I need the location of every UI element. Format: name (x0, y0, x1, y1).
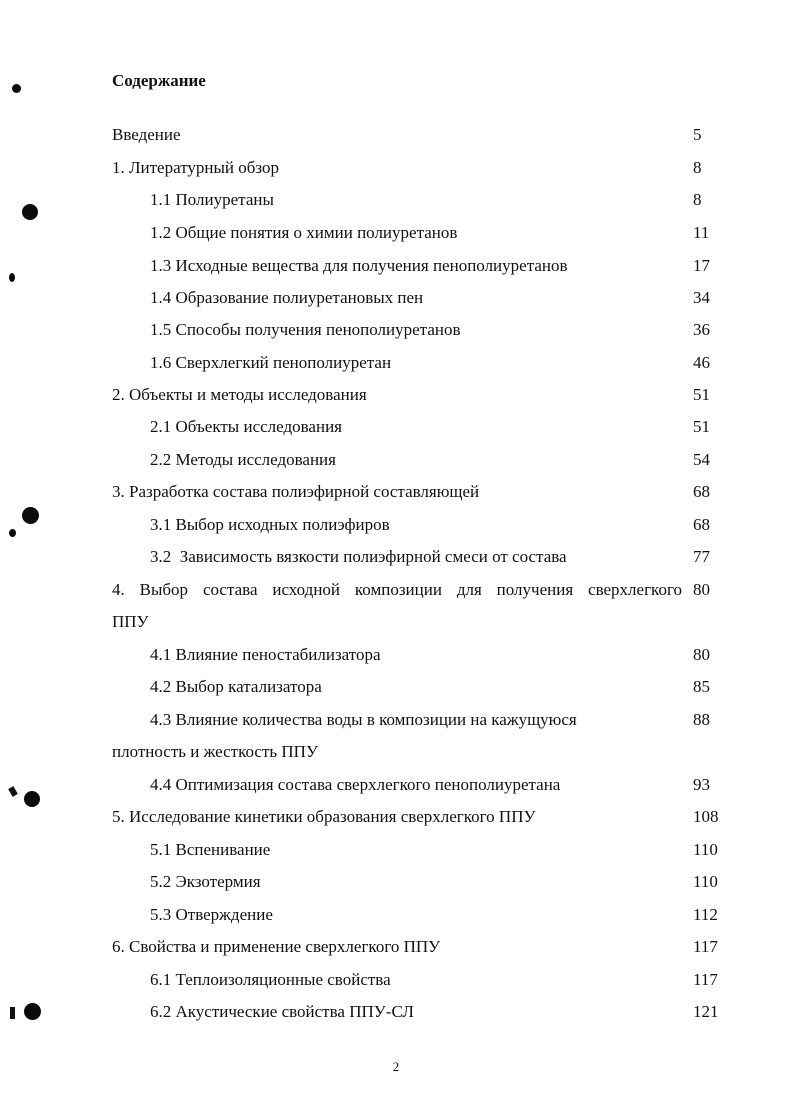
toc-entry: 4.1 Влияние пеностабилизатора (150, 645, 381, 664)
toc-page-number: 34 (693, 288, 710, 307)
toc-page-number: 46 (693, 353, 710, 372)
toc-page-number: 93 (693, 775, 710, 794)
toc-page-number: 112 (693, 905, 718, 924)
toc-entry: 2.2 Методы исследования (150, 450, 336, 469)
toc-entry: 1.4 Образование полиуретановых пен (150, 288, 424, 307)
toc-entry: Введение (112, 125, 181, 144)
binder-hole-5 (9, 529, 16, 537)
toc-page-number: 80 (693, 645, 710, 664)
toc-page-number: 17 (693, 256, 710, 275)
toc-entry: 4.2 Выбор катализатора (150, 677, 322, 696)
page-title: Содержание (112, 71, 206, 90)
toc-page-number: 110 (693, 872, 718, 891)
toc-entry: 6.1 Теплоизоляционные свойства (150, 970, 391, 989)
toc-entry: 6.2 Акустические свойства ППУ-СЛ (150, 1002, 414, 1021)
toc-page-number: 110 (693, 840, 718, 859)
toc-page-number: 51 (693, 385, 710, 404)
toc-entry: 5.2 Экзотермия (150, 872, 261, 891)
toc-entry: 4. Выбор состава исходной композиции для получения сверхлегкого (112, 580, 682, 599)
binder-hole-1 (12, 84, 21, 93)
binder-hole-7 (24, 1003, 41, 1020)
toc-entry: 4.4 Оптимизация состава сверхлегкого пенополиуретана (150, 775, 561, 794)
toc-entry: 3.1 Выбор исходных полиэфиров (150, 515, 390, 534)
toc-entry: 1.2 Общие понятия о химии полиуретанов (150, 223, 458, 242)
toc-page-number: 85 (693, 677, 710, 696)
toc-entry: 5.3 Отверждение (150, 905, 273, 924)
toc-entry: 4.3 Влияние количества воды в композиции на кажущуюся (150, 710, 577, 729)
binder-mark-2 (10, 1007, 15, 1019)
binder-hole-2 (22, 204, 38, 220)
toc-entry-continuation: ППУ (112, 612, 149, 631)
toc-page-number: 88 (693, 710, 710, 729)
binder-hole-4 (22, 507, 39, 524)
toc-page-number: 77 (693, 547, 710, 566)
toc-entry: 5. Исследование кинетики образования сверхлегкого ППУ (112, 807, 536, 826)
toc-entry: 1.1 Полиуретаны (150, 190, 274, 209)
toc-page-number: 8 (693, 190, 702, 209)
toc-entry: 6. Свойства и применение сверхлегкого ППУ (112, 937, 441, 956)
toc-entry: 3.2 Зависимость вязкости полиэфирной смеси от состава (150, 547, 567, 566)
page-number: 2 (392, 1059, 400, 1074)
toc-page-number: 5 (693, 125, 702, 144)
toc-page-number: 11 (693, 223, 710, 242)
toc-entry: 1.5 Способы получения пенополиуретанов (150, 320, 461, 339)
toc-entry: 1. Литературный обзор (112, 158, 280, 177)
toc-entry: 5.1 Вспенивание (150, 840, 271, 859)
toc-page-number: 36 (693, 320, 710, 339)
toc-page-number: 117 (693, 970, 718, 989)
toc-page-number: 54 (693, 450, 710, 469)
toc-page-number: 80 (693, 580, 710, 599)
toc-entry: 1.3 Исходные вещества для получения пенополиуретанов (150, 256, 568, 275)
toc-entry-continuation: плотность и жесткость ППУ (112, 742, 318, 761)
toc-entry: 3. Разработка состава полиэфирной составляющей (112, 482, 480, 501)
toc-entry: 2. Объекты и методы исследования (112, 385, 367, 404)
toc-page-number: 117 (693, 937, 718, 956)
binder-hole-3 (9, 273, 15, 282)
toc-entry: 1.6 Сверхлегкий пенополиуретан (150, 353, 392, 372)
binder-hole-6 (24, 791, 40, 807)
binder-mark-1 (8, 786, 18, 797)
toc-page-number: 8 (693, 158, 702, 177)
toc-page-number: 68 (693, 482, 710, 501)
toc-page-number: 121 (693, 1002, 719, 1021)
toc-entry: 2.1 Объекты исследования (150, 417, 342, 436)
toc-page-number: 108 (693, 807, 719, 826)
toc-page-number: 68 (693, 515, 710, 534)
toc-page-number: 51 (693, 417, 710, 436)
